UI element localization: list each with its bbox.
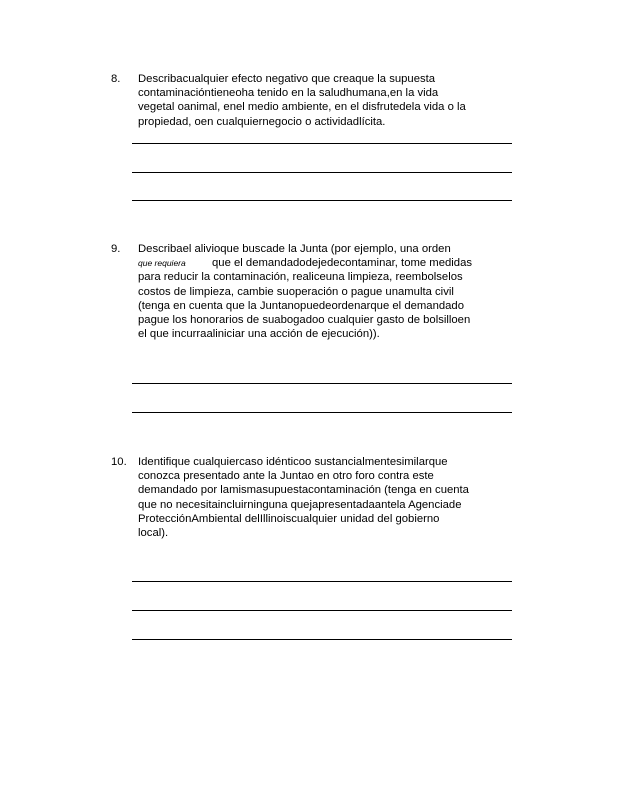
answer-line[interactable] (132, 143, 512, 144)
question-line-rest: que el demandadodejedecontaminar, tome medidas (212, 257, 473, 270)
answer-line[interactable] (132, 581, 512, 582)
question-line: el que incurraaliniciar una acción de ejecución)). (138, 328, 380, 341)
answer-line[interactable] (132, 200, 512, 201)
question-line: Identifique cualquiercaso idénticoo sustancialmentesimilarque (138, 456, 448, 468)
answer-line[interactable] (132, 412, 512, 413)
answer-line[interactable] (132, 639, 512, 640)
question-line: Describael alivioque buscade la Junta (por ejemplo, una orden (138, 243, 451, 255)
question-line: pague los honorarios de suabogadoo cualquier gasto de bolsilloen (138, 314, 471, 327)
question-line: (tenga en cuenta que la Juntanopuedeordenarque el demandado (138, 299, 464, 312)
question-text (138, 242, 518, 341)
question-number: 9. (111, 243, 121, 255)
question-line-small: que requiera (138, 258, 186, 269)
question-line: demandado por lamismasupuestacontaminación (tenga en cuenta (138, 484, 469, 497)
question-line: propiedad, oen cualquiernegocio o actividadlícita. (138, 115, 386, 128)
answer-line[interactable] (132, 383, 512, 384)
question-line: local). (138, 527, 169, 540)
answer-line[interactable] (132, 172, 512, 173)
question-line: para reducir la contaminación, realiceuna limpieza, reembolselos (138, 271, 463, 284)
question-line: ProtecciónAmbiental delIllinoiscualquier unidad del gobierno (138, 512, 440, 525)
question-text (138, 455, 518, 540)
question-line-2 (138, 256, 518, 270)
question-text (138, 72, 518, 129)
question-line: conozca presentado ante la Juntao en otro foro contra este (138, 470, 434, 483)
question-number: 8. (111, 73, 121, 85)
question-number: 10. (111, 456, 127, 468)
question-line: vegetal oanimal, enel medio ambiente, en el disfrutedela vida o la (138, 101, 466, 114)
question-line: costos de limpieza, cambie suoperación o pague unamulta civil (138, 285, 454, 298)
question-line: que no necesitaincluirninguna quejapresentadaantela Agenciade (138, 498, 462, 511)
question-line: Describacualquier efecto negativo que creaque la supuesta (138, 73, 436, 85)
question-line: contaminacióntieneoha tenido en la saludhumana,en la vida (138, 87, 439, 100)
answer-line[interactable] (132, 610, 512, 611)
